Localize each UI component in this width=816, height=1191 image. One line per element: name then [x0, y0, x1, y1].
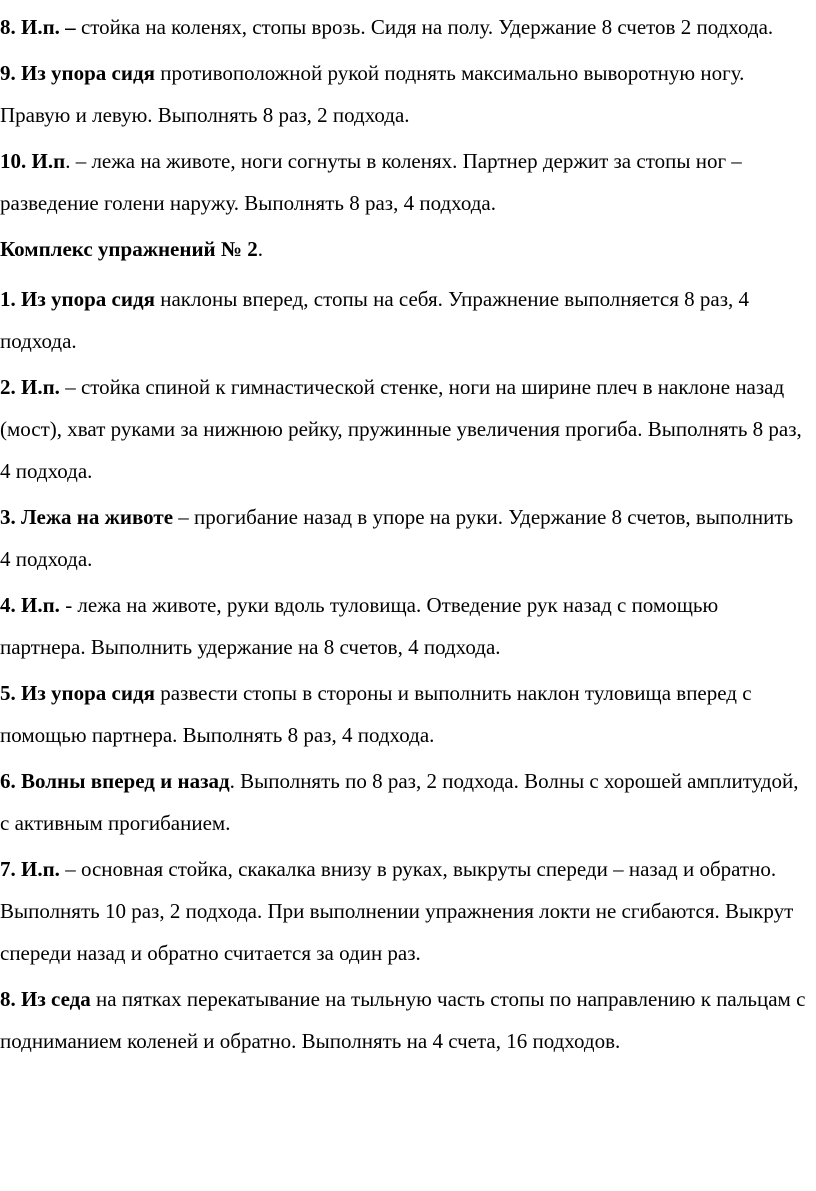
- section-heading: [0, 228, 808, 270]
- exercise-lead: 1. Из упора сидя: [0, 287, 155, 311]
- exercise-lead: 2. И.п.: [0, 375, 60, 399]
- exercise-text: . – лежа на животе, ноги согнуты в коленях. Партнер держит за стопы ног – разведение голени наружу. Выполнять 8 раз, 4 подхода.: [0, 149, 742, 215]
- exercise-text: на пятках перекатывание на тыльную часть стопы по направлению к пальцам с подниманием коленей и обратно. Выполнять на 4 счета, 16 подходов.: [0, 987, 806, 1053]
- section-heading-title: Комплекс упражнений № 2: [0, 237, 258, 261]
- complex2-exercise-2-paragraph: [0, 366, 808, 492]
- exercise-text: – стойка спиной к гимнастической стенке, ноги на ширине плеч в наклоне назад (мост), хват руками за нижнюю рейку, пружинные увеличения прогиба. Выполнять 8 раз, 4 подхода.: [0, 375, 802, 483]
- complex2-exercise-6-paragraph: [0, 760, 808, 844]
- exercise-9-paragraph: [0, 52, 808, 136]
- exercise-lead: 4. И.п.: [0, 593, 60, 617]
- complex2-exercise-4-paragraph: [0, 584, 808, 668]
- exercise-text: развести стопы в стороны и выполнить наклон туловища вперед с помощью партнера. Выполнять 8 раз, 4 подхода.: [0, 681, 752, 747]
- exercise-lead: 10. И.п: [0, 149, 66, 173]
- exercise-text: стойка на коленях, стопы врозь. Сидя на полу. Удержание 8 счетов 2 подхода.: [75, 15, 774, 39]
- exercise-10-paragraph: [0, 140, 808, 224]
- exercise-lead: 5. Из упора сидя: [0, 681, 155, 705]
- exercise-text: – основная стойка, скакалка внизу в руках, выкруты спереди – назад и обратно. Выполнять 10 раз, 2 подхода. При выполнении упражнения локти не сгибаются. Выкрут спереди назад и обратно считается за один раз.: [0, 857, 794, 965]
- complex2-exercise-7-paragraph: [0, 848, 808, 974]
- exercise-8-paragraph: [0, 6, 808, 48]
- complex2-exercise-8-paragraph: [0, 978, 808, 1062]
- complex2-exercise-1-paragraph: [0, 278, 808, 362]
- exercise-lead: 8. И.п. –: [0, 15, 76, 39]
- section-heading-punct: .: [257, 237, 264, 261]
- exercise-lead: 8. Из седа: [0, 987, 91, 1011]
- exercise-text: - лежа на животе, руки вдоль туловища. Отведение рук назад с помощью партнера. Выполнить удержание на 8 счетов, 4 подхода.: [0, 593, 719, 659]
- complex2-exercise-5-paragraph: [0, 672, 808, 756]
- exercise-lead: 3. Лежа на животе: [0, 505, 174, 529]
- exercise-text: наклоны вперед, стопы на себя. Упражнение выполняется 8 раз, 4 подхода.: [0, 287, 750, 353]
- exercise-lead: 9. Из упора сидя: [0, 61, 155, 85]
- exercise-lead: 6. Волны вперед и назад: [0, 769, 230, 793]
- exercise-lead: 7. И.п.: [0, 857, 60, 881]
- complex2-exercise-3-paragraph: [0, 496, 808, 580]
- exercise-text: – прогибание назад в упоре на руки. Удержание 8 счетов, выполнить 4 подхода.: [0, 505, 794, 571]
- exercise-text: . Выполнять по 8 раз, 2 подхода. Волны с хорошей амплитудой, с активным прогибанием.: [0, 769, 799, 835]
- exercise-text: противоположной рукой поднять максимально выворотную ногу. Правую и левую. Выполнять 8 раз, 2 подхода.: [0, 61, 745, 127]
